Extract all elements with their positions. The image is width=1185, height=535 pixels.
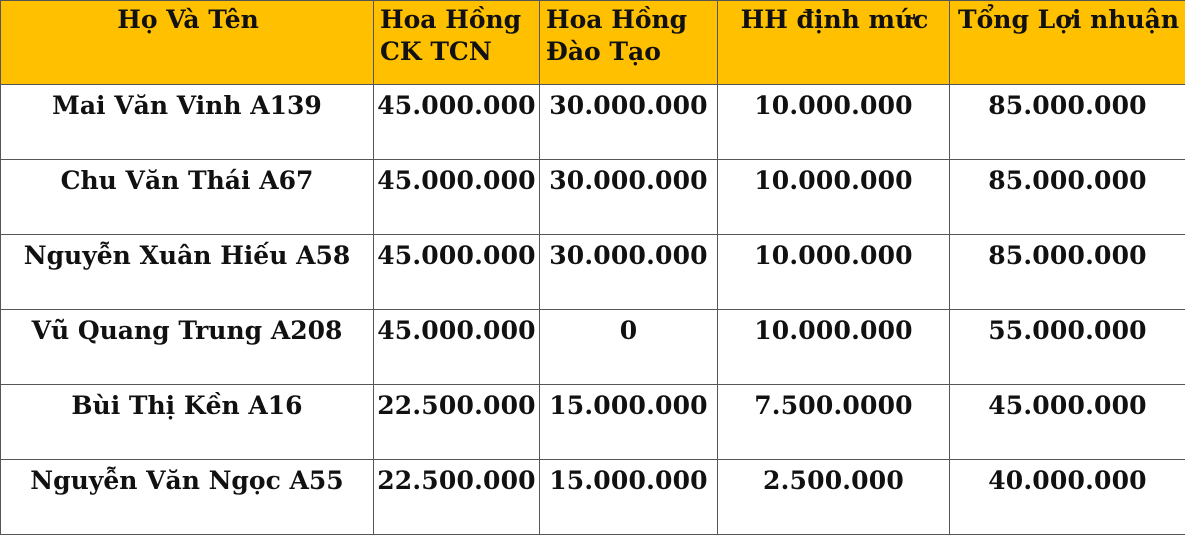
cell-tong: 45.000.000 <box>950 385 1185 460</box>
cell-dinh-muc: 10.000.000 <box>718 310 950 385</box>
cell-tong: 85.000.000 <box>950 235 1185 310</box>
cell-dao-tao: 30.000.000 <box>540 85 718 160</box>
cell-name: Mai Văn Vinh A139 <box>1 85 374 160</box>
header-tong-loi-nhuan <box>950 1 1185 85</box>
cell-name: Chu Văn Thái A67 <box>1 160 374 235</box>
cell-dinh-muc: 10.000.000 <box>718 160 950 235</box>
table-row <box>1 235 1185 310</box>
cell-dao-tao: 30.000.000 <box>540 235 718 310</box>
cell-name: Nguyễn Xuân Hiếu A58 <box>1 235 374 310</box>
table-row <box>1 460 1185 535</box>
header-ck-tcn-line1: Hoa Hồng <box>380 4 535 36</box>
cell-tong: 55.000.000 <box>950 310 1185 385</box>
cell-ck-tcn: 45.000.000 <box>374 235 540 310</box>
cell-dao-tao: 30.000.000 <box>540 160 718 235</box>
cell-dinh-muc: 10.000.000 <box>718 235 950 310</box>
header-dao-tao-line2: Đào Tạo <box>546 36 713 68</box>
cell-dao-tao: 15.000.000 <box>540 460 718 535</box>
header-name-label: Họ Và Tên <box>117 5 259 34</box>
cell-dinh-muc: 2.500.000 <box>718 460 950 535</box>
cell-tong: 40.000.000 <box>950 460 1185 535</box>
table-row <box>1 310 1185 385</box>
cell-tong: 85.000.000 <box>950 160 1185 235</box>
cell-dao-tao: 15.000.000 <box>540 385 718 460</box>
header-dao-tao <box>540 1 718 85</box>
cell-name: Bùi Thị Kền A16 <box>1 385 374 460</box>
cell-dao-tao: 0 <box>540 310 718 385</box>
header-dinh-muc-label: HH định mức <box>741 5 929 34</box>
cell-ck-tcn: 22.500.000 <box>374 385 540 460</box>
cell-ck-tcn: 45.000.000 <box>374 160 540 235</box>
table-row <box>1 160 1185 235</box>
table-header-row <box>1 1 1185 85</box>
cell-ck-tcn: 45.000.000 <box>374 85 540 160</box>
cell-dinh-muc: 10.000.000 <box>718 85 950 160</box>
cell-dinh-muc: 7.500.0000 <box>718 385 950 460</box>
cell-ck-tcn: 22.500.000 <box>374 460 540 535</box>
header-ck-tcn-line2: CK TCN <box>380 36 535 68</box>
table-row <box>1 85 1185 160</box>
table-row <box>1 385 1185 460</box>
cell-ck-tcn: 45.000.000 <box>374 310 540 385</box>
cell-name: Nguyễn Văn Ngọc A55 <box>1 460 374 535</box>
cell-name: Vũ Quang Trung A208 <box>1 310 374 385</box>
header-name <box>1 1 374 85</box>
header-ck-tcn <box>374 1 540 85</box>
cell-tong: 85.000.000 <box>950 85 1185 160</box>
header-tong-loi-nhuan-label: Tổng Lợi nhuận <box>958 5 1179 34</box>
header-dao-tao-line1: Hoa Hồng <box>546 4 713 36</box>
header-dinh-muc <box>718 1 950 85</box>
